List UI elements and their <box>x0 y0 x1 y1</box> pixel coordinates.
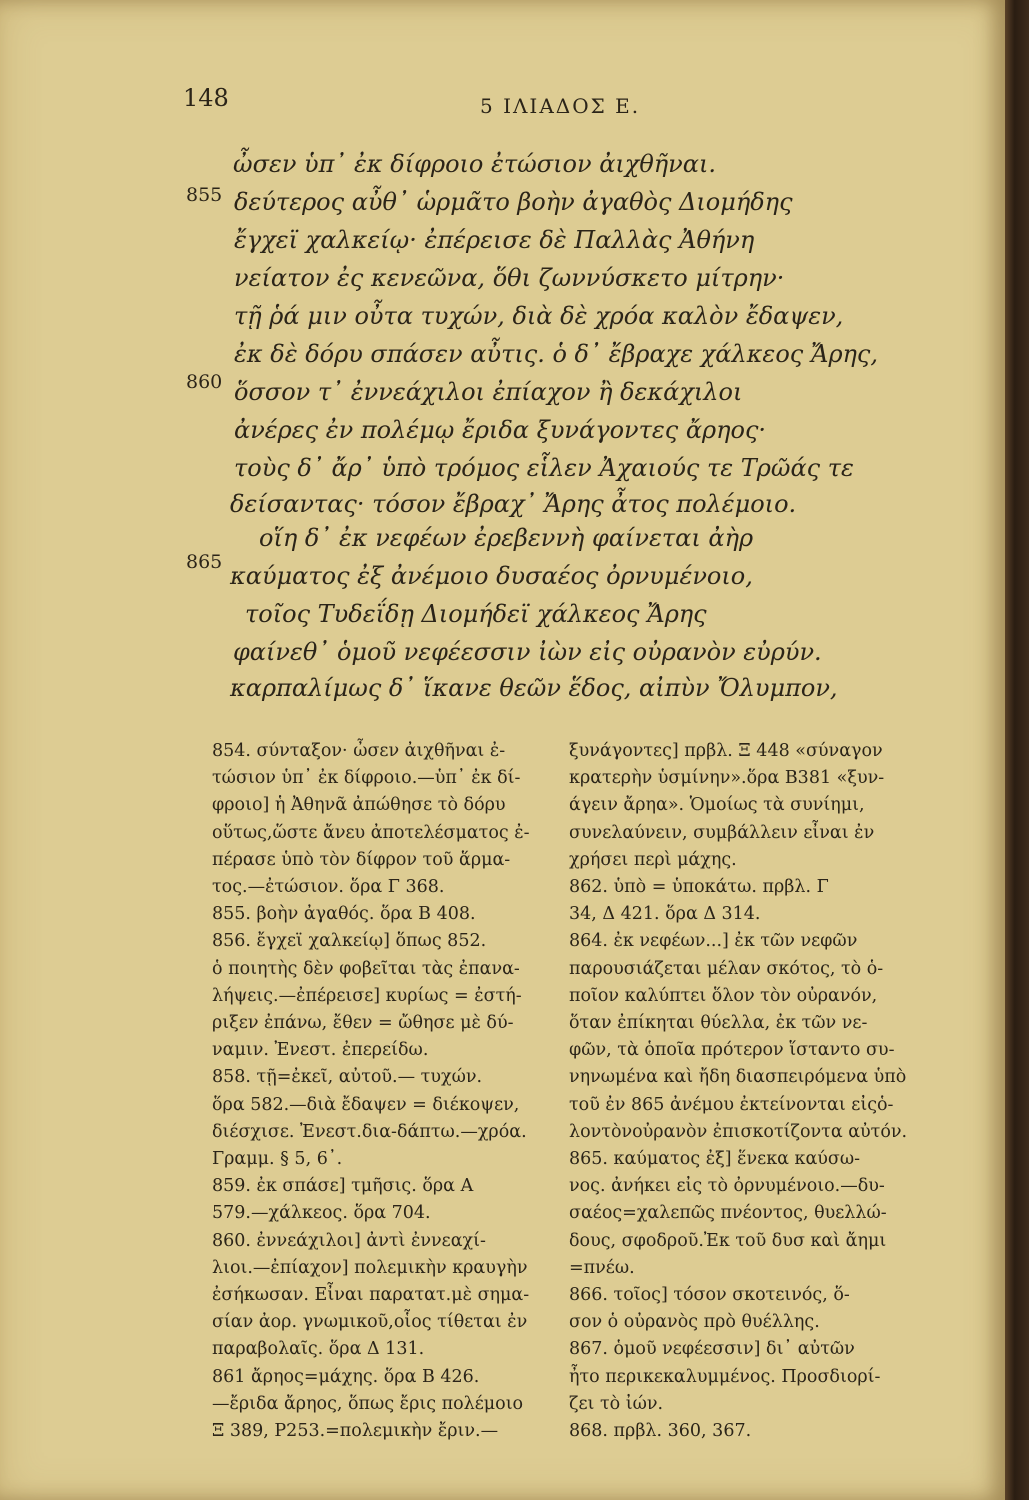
note-line: ριξεν ἐπάνω, ἔθεν = ὤθησε μὲ δύ- <box>212 1013 514 1034</box>
note-line: —ἔριδα ἄρηος, ὅπως ἔρις πολέμοιο <box>212 1393 524 1414</box>
note-line: χρήσει περὶ μάχης. <box>569 849 737 870</box>
note-line: οὕτως,ὥστε ἄνευ ἀποτελέσματος ἐ- <box>212 822 530 843</box>
verse-line: ὅσσον τ᾿ ἐννεάχιλοι ἐπίαχον ἢ δεκάχιλοι <box>234 378 743 406</box>
note-line: 868. πρβλ. 360, 367. <box>569 1421 752 1442</box>
verse-line: φαίνεθ᾿ ὁμοῦ νεφέεσσιν ἰὼν εἰς οὐρανὸν εὐρύν. <box>233 638 822 666</box>
note-line: παρουσιάζεται μέλαν σκότος, τὸ ὁ- <box>569 958 884 979</box>
note-line: 579.—χάλκεος. ὅρα 704. <box>212 1203 431 1224</box>
note-line: λήψεις.—ἐπέρεισε] κυρίως = ἐστή- <box>212 985 522 1006</box>
note-line: ὅταν ἐπίκηται θύελλα, ἐκ τῶν νε- <box>569 1013 868 1034</box>
running-head: 5 ΙΛΙΑΔΟΣ Ε. <box>480 94 641 118</box>
note-line: ναμιν. Ἐνεστ. ἐπερείδω. <box>212 1040 429 1061</box>
note-line: 860. ἐννεάχιλοι] ἀντὶ ἐννεαχί- <box>212 1230 486 1251</box>
verse-line: τοῖος Τυδεΐδῃ Διομήδεϊ χάλκεος Ἄρης <box>245 600 707 628</box>
note-line: 866. τοῖος] τόσον σκοτεινός, ὅ- <box>569 1285 850 1306</box>
note-line: άγειν ἄρηα». Ὁμοίως τὰ συνίημι, <box>569 795 865 816</box>
note-line: 854. σύνταξον· ὦσεν ἀιχθῆναι ἐ- <box>212 741 506 761</box>
note-line: κρατερὴν ὑσμίνην».ὅρα Β381 «ξυν- <box>569 768 885 789</box>
note-line: παραβολαῖς. ὅρα Δ 131. <box>212 1339 425 1360</box>
note-line: 861 ἄρηος=μάχης. ὅρα Β 426. <box>212 1366 480 1387</box>
note-line: λιοι.—ἐπίαχον] πολεμικὴν κραυγὴν <box>212 1257 528 1278</box>
verse-line: νείατον ἐς κενεῶνα, ὅθι ζωννύσκετο μίτρην· <box>234 264 785 292</box>
verse-line: οἵη δ᾿ ἐκ νεφέων ἐρεβεννὴ φαίνεται ἀὴρ <box>259 524 754 552</box>
note-line: ποῖον καλύπτει ὅλον τὸν οὐρανόν, <box>569 985 878 1006</box>
note-line: Ξ 389, Ρ253.=πολεμικὴν ἔριν.— <box>212 1421 499 1442</box>
note-line: συνελαύνειν, συμβάλλειν εἶναι ἐν <box>569 822 875 843</box>
verse-line: ὦσεν ὑπ᾿ ἐκ δίφροιο ἐτώσιον ἀιχθῆναι. <box>233 150 717 178</box>
verse-line-number: 865 <box>186 551 223 573</box>
verse-line-number: 860 <box>186 371 223 393</box>
note-line: τος.—ἐτώσιον. ὅρα Γ 368. <box>212 877 445 898</box>
verse-line: δεύτερος αὖθ᾿ ὡρμᾶτο βοὴν ἀγαθὸς Διομήδης <box>234 188 793 216</box>
note-line: νηνωμένα καὶ ἤδη διασπειρόμενα ὑπὸ <box>569 1067 907 1088</box>
book-spine <box>1005 0 1029 1500</box>
note-line: λοντὸνοὐρανὸν ἐπισκοτίζοντα αὐτόν. <box>569 1121 908 1142</box>
verse-line: ἐκ δὲ δόρυ σπάσεν αὖτις. ὁ δ᾿ ἔβραχε χάλκεος Ἄρης, <box>234 340 879 368</box>
note-line: σαέος=χαλεπῶς πνέοντος, θυελλώ- <box>569 1203 887 1224</box>
note-line: ξυνάγοντες] πρβλ. Ξ 448 «σύναγον <box>569 741 883 761</box>
note-line: 856. ἔγχεϊ χαλκείῳ] ὅπως 852. <box>212 931 487 952</box>
note-line: ἐσήκωσαν. Εἶναι παρατατ.μὲ σημα- <box>212 1285 530 1306</box>
note-line: Γραμμ. § 5, 6᾿. <box>212 1149 343 1170</box>
note-line: 859. ἐκ σπάσε] τμῆσις. ὅρα Α <box>212 1176 474 1197</box>
page-number: 148 <box>183 84 229 112</box>
note-line: 855. βοὴν ἀγαθός. ὅρα Β 408. <box>212 904 476 925</box>
note-line: νος. ἀνήκει εἰς τὸ ὀρνυμένοιο.—δυ- <box>569 1176 885 1197</box>
verse-line: δείσαντας· τόσον ἔβραχ᾿ Ἄρης ἆτος πολέμοιο. <box>230 490 797 518</box>
verse-line: τοὺς δ᾿ ἄρ᾿ ὑπὸ τρόμος εἷλεν Ἀχαιούς τε Τρῶάς τε <box>234 454 854 482</box>
verse-line: ἔγχεϊ χαλκείῳ· ἐπέρεισε δὲ Παλλὰς Ἀθήνη <box>234 226 755 254</box>
note-line: φῶν, τὰ ὁποῖα πρότερον ἵσταντο συ- <box>569 1040 895 1061</box>
note-line: 862. ὑπὸ = ὑποκάτω. πρβλ. Γ <box>569 877 829 898</box>
commentary-left-column <box>212 738 534 1445</box>
note-line: πέρασε ὑπὸ τὸν δίφρον τοῦ ἅρμα- <box>212 849 511 870</box>
note-line: τοῦ ἐν 865 ἀνέμου ἐκτείνονται εἰςὁ- <box>569 1094 894 1115</box>
note-line: 865. καύματος ἐξ] ἕνεκα καύσω- <box>569 1149 861 1170</box>
note-line: δους, σφοδροῦ.Ἐκ τοῦ δυσ καὶ ἄημι <box>569 1230 887 1251</box>
verse-line: ἀνέρες ἐν πολέμῳ ἔριδα ξυνάγοντες ἄρηος· <box>234 416 767 444</box>
note-line: 858. τῇ=ἐκεῖ, αὐτοῦ.— τυχών. <box>212 1067 483 1088</box>
note-line: ὅρα 582.—διὰ ἔδαψεν = διέκοψεν, <box>212 1094 520 1115</box>
note-line: ὁ ποιητὴς δὲν φοβεῖται τὰς ἐπανα- <box>212 958 520 979</box>
note-line: 34, Δ 421. ὅρα Δ 314. <box>569 904 761 925</box>
verse-line: καρπαλίμως δ᾿ ἵκανε θεῶν ἕδος, αἰπὺν Ὄλυμπον, <box>230 674 838 702</box>
note-line: 867. ὁμοῦ νεφέεσσιν] δι᾿ αὐτῶν <box>569 1339 855 1360</box>
note-line: =πνέω. <box>569 1257 635 1278</box>
note-line: 864. ἐκ νεφέων...] ἐκ τῶν νεφῶν <box>569 931 858 952</box>
verse-line-number: 855 <box>186 184 223 206</box>
verse-line: καύματος ἐξ ἀνέμοιο δυσαέος ὀρνυμένοιο, <box>230 562 753 590</box>
commentary-right-column <box>569 738 908 1445</box>
note-line: σίαν ἀορ. γνωμικοῦ,οἷος τίθεται ἐν <box>212 1312 528 1333</box>
verse-line: τῇ ῥά μιν οὖτα τυχών, διὰ δὲ χρόα καλὸν ἔδαψεν, <box>234 302 844 330</box>
note-line: ζει τὸ ἰών. <box>569 1393 664 1414</box>
note-line: τώσιον ὑπ᾿ ἐκ δίφροιο.—ὑπ᾿ ἐκ δί- <box>212 768 521 789</box>
note-line: φροιο] ἡ Ἀθηνᾶ ἀπώθησε τὸ δόρυ <box>212 795 506 816</box>
note-line: σον ὁ οὐρανὸς πρὸ θυέλλης. <box>569 1312 820 1333</box>
note-line: ἦτο περικεκαλυμμένος. Προσδιορί- <box>569 1366 881 1387</box>
note-line: διέσχισε. Ἐνεστ.δια-δάπτω.—χρόα. <box>212 1121 527 1142</box>
